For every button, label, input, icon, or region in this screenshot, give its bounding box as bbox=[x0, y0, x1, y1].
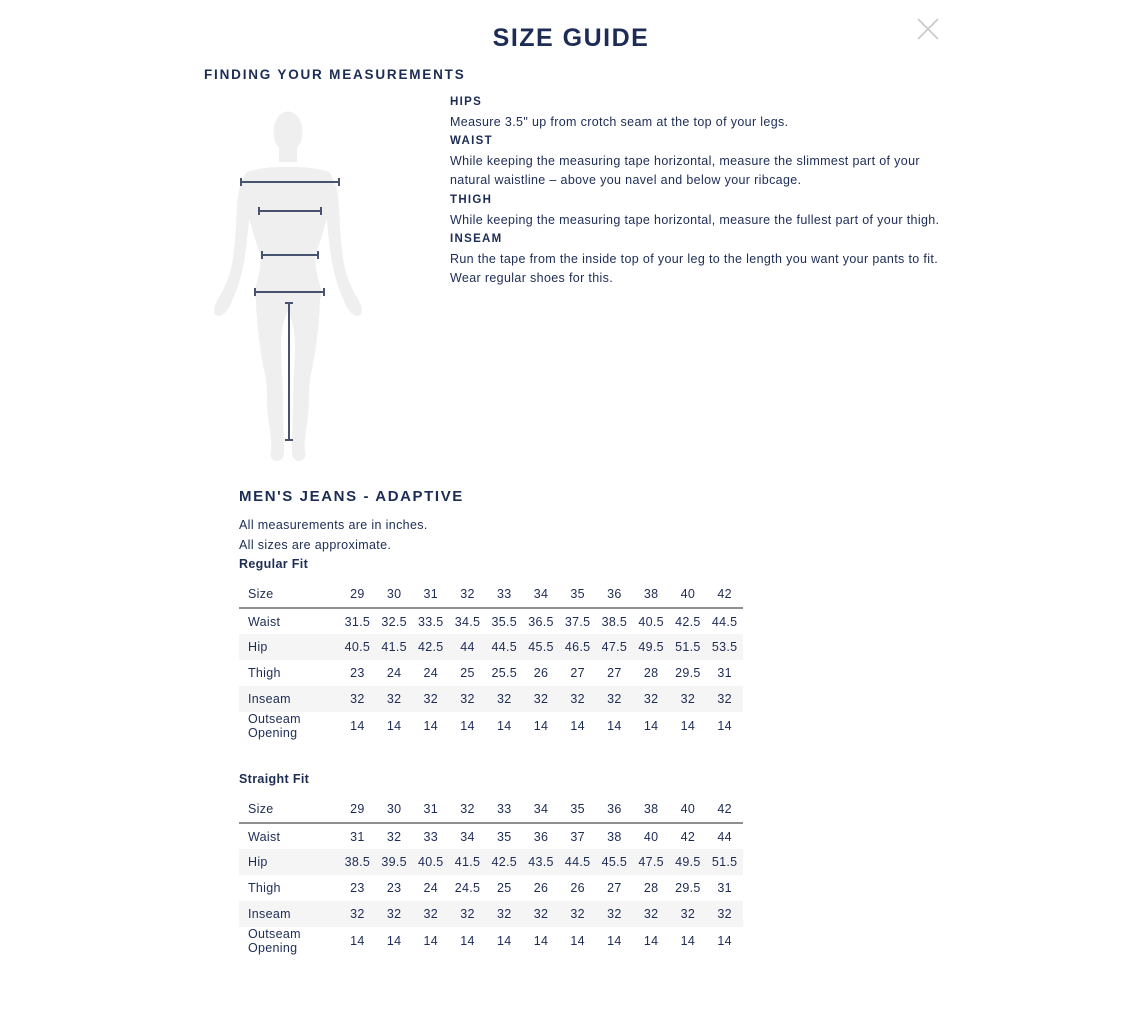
size-table-block bbox=[239, 770, 744, 955]
size-value-cell: 26 bbox=[570, 881, 585, 895]
table-row bbox=[239, 686, 743, 712]
size-value-cell: 32 bbox=[496, 692, 512, 706]
size-value-cell: 47.5 bbox=[638, 855, 664, 869]
size-value-cell: 35 bbox=[496, 829, 512, 844]
measurement-description-line: Run the tape from the inside top of your leg to the length you want your pants to fit. bbox=[450, 251, 939, 266]
measurement-description-line: Wear regular shoes for this. bbox=[450, 271, 614, 286]
measurement-term: HIPS bbox=[450, 96, 483, 108]
size-value-cell: 31 bbox=[350, 829, 365, 844]
size-value-cell: 14 bbox=[607, 719, 622, 733]
close-button[interactable] bbox=[913, 14, 943, 44]
size-value-cell: 27 bbox=[607, 666, 622, 680]
size-column-header: 36 bbox=[607, 586, 622, 601]
size-value-cell: 31.5 bbox=[344, 614, 371, 629]
size-value-cell: 14 bbox=[643, 934, 659, 948]
size-value-cell: 32 bbox=[643, 907, 659, 921]
body-silhouette bbox=[210, 106, 365, 463]
size-value-cell: 14 bbox=[533, 934, 549, 948]
size-value-cell: 45.5 bbox=[601, 855, 628, 869]
measurement-term: INSEAM bbox=[450, 233, 503, 246]
measurement-instructions bbox=[450, 93, 950, 289]
size-column-header: 35 bbox=[570, 586, 585, 601]
size-header-row bbox=[239, 580, 743, 608]
size-column-header: 30 bbox=[386, 801, 402, 816]
size-header-label: Size bbox=[248, 801, 274, 816]
size-value-cell: 36.5 bbox=[528, 614, 554, 629]
size-value-cell: 32 bbox=[680, 692, 696, 706]
row-label: Thigh bbox=[248, 881, 281, 895]
size-value-cell: 38.5 bbox=[344, 855, 371, 869]
size-value-cell: 44 bbox=[717, 829, 732, 844]
size-value-cell: 14 bbox=[423, 934, 439, 948]
size-value-cell: 32 bbox=[643, 692, 659, 706]
finding-measurements-heading: FINDING YOUR MEASUREMENTS bbox=[204, 67, 466, 82]
size-value-cell: 23 bbox=[350, 881, 365, 895]
size-value-cell: 41.5 bbox=[381, 640, 407, 654]
fit-label: Regular Fit bbox=[239, 557, 309, 571]
size-column-header: 42 bbox=[717, 586, 732, 601]
size-value-cell: 25.5 bbox=[491, 666, 517, 680]
table-row bbox=[239, 634, 743, 660]
size-value-cell: 42.5 bbox=[675, 614, 701, 629]
size-value-cell: 25 bbox=[496, 881, 512, 895]
size-value-cell: 44 bbox=[460, 640, 475, 654]
size-value-cell: 46.5 bbox=[564, 640, 591, 654]
table-row bbox=[239, 849, 743, 875]
size-value-cell: 14 bbox=[423, 719, 439, 733]
size-column-header: 32 bbox=[460, 586, 475, 601]
size-value-cell: 32 bbox=[460, 692, 475, 706]
size-column-header: 35 bbox=[570, 801, 585, 816]
size-tables-section bbox=[239, 488, 744, 955]
size-value-cell: 49.5 bbox=[675, 855, 701, 869]
size-value-cell: 14 bbox=[643, 719, 659, 733]
size-value-cell: 26 bbox=[533, 666, 549, 680]
measurement-description-line: Measure 3.5" up from crotch seam at the top of your legs. bbox=[450, 114, 789, 129]
size-value-cell: 14 bbox=[717, 934, 732, 948]
size-value-cell: 24 bbox=[423, 666, 439, 680]
row-label: Outseam Opening bbox=[248, 927, 301, 955]
close-icon bbox=[913, 14, 943, 44]
size-value-cell: 32 bbox=[423, 907, 439, 921]
size-value-cell: 27 bbox=[607, 881, 622, 895]
size-value-cell: 40.5 bbox=[418, 855, 444, 869]
size-column-header: 34 bbox=[533, 586, 549, 601]
size-value-cell: 47.5 bbox=[601, 640, 628, 654]
size-column-header: 33 bbox=[496, 586, 512, 601]
size-value-cell: 32 bbox=[350, 692, 365, 706]
size-value-cell: 42.5 bbox=[418, 640, 444, 654]
size-value-cell: 14 bbox=[717, 719, 732, 733]
size-value-cell: 40 bbox=[643, 829, 659, 844]
measurement-description-line: While keeping the measuring tape horizontal, measure the slimmest part of your bbox=[450, 153, 920, 168]
size-value-cell: 32 bbox=[386, 907, 402, 921]
size-value-cell: 24 bbox=[386, 666, 402, 680]
size-value-cell: 32 bbox=[717, 692, 732, 706]
size-value-cell: 32 bbox=[386, 829, 402, 844]
size-value-cell: 35.5 bbox=[491, 614, 517, 629]
size-value-cell: 32 bbox=[460, 907, 475, 921]
size-value-cell: 33.5 bbox=[418, 614, 444, 629]
size-column-header: 31 bbox=[423, 586, 439, 601]
size-value-cell: 32 bbox=[533, 692, 549, 706]
size-value-cell: 14 bbox=[496, 934, 512, 948]
size-value-cell: 14 bbox=[680, 719, 696, 733]
size-value-cell: 14 bbox=[386, 934, 402, 948]
size-column-header: 31 bbox=[423, 801, 439, 816]
size-column-header: 40 bbox=[680, 586, 696, 601]
size-value-cell: 14 bbox=[570, 719, 585, 733]
size-column-header: 40 bbox=[680, 801, 696, 816]
size-value-cell: 37.5 bbox=[564, 614, 591, 629]
size-value-cell: 42.5 bbox=[491, 855, 517, 869]
size-value-cell: 14 bbox=[496, 719, 512, 733]
size-value-cell: 40.5 bbox=[638, 614, 664, 629]
size-value-cell: 38.5 bbox=[601, 614, 628, 629]
size-column-header: 33 bbox=[496, 801, 512, 816]
size-value-cell: 53.5 bbox=[711, 640, 738, 654]
size-column-header: 36 bbox=[607, 801, 622, 816]
size-value-cell: 24 bbox=[423, 881, 439, 895]
size-value-cell: 32 bbox=[680, 907, 696, 921]
row-label: Inseam bbox=[248, 907, 291, 921]
size-value-cell: 14 bbox=[386, 719, 402, 733]
size-value-cell: 34 bbox=[460, 829, 475, 844]
product-heading: MEN'S JEANS - ADAPTIVE bbox=[239, 488, 464, 505]
inseam-measure-line bbox=[285, 303, 293, 440]
size-value-cell: 32 bbox=[423, 692, 439, 706]
size-value-cell: 32 bbox=[570, 907, 585, 921]
table-row bbox=[239, 712, 743, 740]
size-value-cell: 14 bbox=[570, 934, 585, 948]
table-row bbox=[239, 823, 743, 849]
table-row bbox=[239, 927, 743, 955]
size-value-cell: 32 bbox=[717, 907, 732, 921]
measurement-term: WAIST bbox=[450, 135, 493, 148]
size-value-cell: 14 bbox=[680, 934, 696, 948]
fit-label: Straight Fit bbox=[239, 772, 310, 786]
size-value-cell: 38 bbox=[607, 829, 622, 844]
row-label: Hip bbox=[248, 640, 268, 654]
size-column-header: 38 bbox=[643, 801, 659, 816]
size-value-cell: 40.5 bbox=[344, 640, 371, 654]
size-column-header: 29 bbox=[350, 801, 365, 816]
size-value-cell: 32 bbox=[350, 907, 365, 921]
size-value-cell: 32 bbox=[607, 907, 622, 921]
size-value-cell: 28 bbox=[643, 881, 659, 895]
size-value-cell: 36 bbox=[533, 829, 549, 844]
approximate-note: All sizes are approximate. bbox=[239, 538, 392, 552]
size-value-cell: 14 bbox=[607, 934, 622, 948]
size-value-cell: 23 bbox=[350, 666, 365, 680]
table-row bbox=[239, 901, 743, 927]
row-label: Waist bbox=[248, 829, 281, 844]
row-label: Waist bbox=[248, 614, 281, 629]
size-value-cell: 29.5 bbox=[675, 666, 701, 680]
size-value-cell: 49.5 bbox=[638, 640, 664, 654]
size-value-cell: 37 bbox=[570, 829, 585, 844]
measurement-description-line: While keeping the measuring tape horizontal, measure the fullest part of your thigh. bbox=[450, 212, 940, 227]
size-value-cell: 41.5 bbox=[454, 855, 481, 869]
row-label: Outseam Opening bbox=[248, 712, 301, 740]
size-value-cell: 33 bbox=[423, 829, 439, 844]
size-value-cell: 29.5 bbox=[675, 881, 701, 895]
size-value-cell: 34.5 bbox=[454, 614, 481, 629]
size-value-cell: 14 bbox=[460, 719, 475, 733]
size-value-cell: 24.5 bbox=[454, 881, 481, 895]
size-value-cell: 14 bbox=[533, 719, 549, 733]
size-column-header: 34 bbox=[533, 801, 549, 816]
size-value-cell: 44.5 bbox=[711, 614, 738, 629]
size-value-cell: 43.5 bbox=[528, 855, 554, 869]
size-header-row bbox=[239, 795, 743, 823]
page-title: SIZE GUIDE bbox=[492, 24, 650, 52]
row-label: Inseam bbox=[248, 692, 291, 706]
size-column-header: 30 bbox=[386, 586, 402, 601]
size-header-label: Size bbox=[248, 586, 274, 601]
size-value-cell: 39.5 bbox=[381, 855, 407, 869]
size-column-header: 38 bbox=[643, 586, 659, 601]
size-column-header: 29 bbox=[350, 586, 365, 601]
size-table-block bbox=[239, 555, 744, 740]
measurement-description-line: natural waistline – above you navel and below your ribcage. bbox=[450, 173, 802, 188]
size-value-cell: 45.5 bbox=[528, 640, 554, 654]
fit-tables bbox=[239, 555, 744, 955]
table-row bbox=[239, 875, 743, 901]
size-value-cell: 27 bbox=[570, 666, 585, 680]
size-value-cell: 44.5 bbox=[491, 640, 517, 654]
size-value-cell: 32 bbox=[570, 692, 585, 706]
row-label: Thigh bbox=[248, 666, 281, 680]
measurements-note: All measurements are in inches. bbox=[239, 518, 428, 532]
size-value-cell: 51.5 bbox=[675, 640, 701, 654]
size-value-cell: 42 bbox=[680, 829, 696, 844]
size-column-header: 32 bbox=[460, 801, 475, 816]
size-value-cell: 26 bbox=[533, 881, 549, 895]
size-value-cell: 32 bbox=[533, 907, 549, 921]
size-value-cell: 31 bbox=[717, 666, 732, 680]
size-value-cell: 31 bbox=[717, 881, 732, 895]
size-value-cell: 51.5 bbox=[711, 855, 738, 869]
row-label: Hip bbox=[248, 855, 268, 869]
size-value-cell: 32 bbox=[386, 692, 402, 706]
size-value-cell: 25 bbox=[460, 666, 475, 680]
size-value-cell: 23 bbox=[386, 881, 402, 895]
size-table bbox=[239, 580, 743, 740]
size-value-cell: 28 bbox=[643, 666, 659, 680]
size-value-cell: 14 bbox=[460, 934, 475, 948]
size-column-header: 42 bbox=[717, 801, 732, 816]
size-value-cell: 32.5 bbox=[381, 614, 407, 629]
size-value-cell: 32 bbox=[607, 692, 622, 706]
size-value-cell: 14 bbox=[350, 719, 365, 733]
measurement-term: THIGH bbox=[450, 193, 493, 206]
size-value-cell: 44.5 bbox=[564, 855, 591, 869]
size-value-cell: 32 bbox=[496, 907, 512, 921]
table-row bbox=[239, 608, 743, 634]
table-row bbox=[239, 660, 743, 686]
size-value-cell: 14 bbox=[350, 934, 365, 948]
size-table bbox=[239, 795, 743, 955]
